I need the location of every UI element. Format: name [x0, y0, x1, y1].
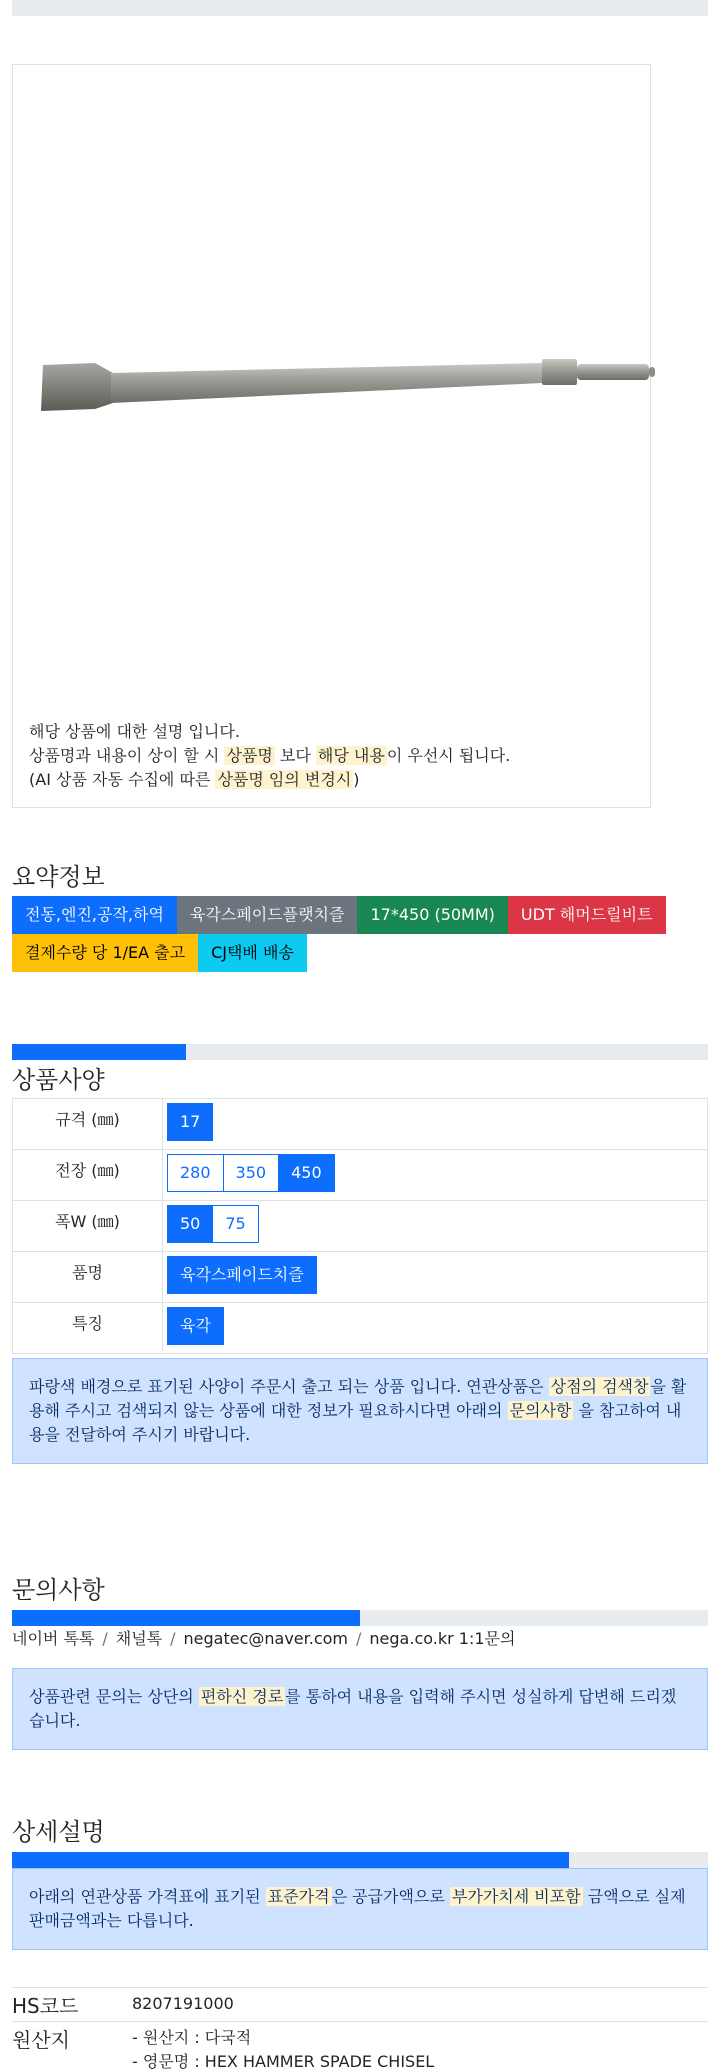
desc-text: ) [353, 770, 360, 789]
highlight-name-change: 상품명 임의 변경시 [217, 770, 352, 789]
link-site-inquiry[interactable]: nega.co.kr 1:1문의 [369, 1629, 516, 1648]
detail-notice [12, 1868, 708, 1950]
badge-shipping: CJ택배 배송 [198, 934, 307, 972]
separator: / [170, 1629, 176, 1648]
desc-line-1: 해당 상품에 대한 설명 입니다. [29, 722, 240, 741]
origin-row [12, 2021, 708, 2070]
highlight-standard-price: 표준가격 [267, 1887, 330, 1906]
option-product-name[interactable]: 육각스페이드치즐 [167, 1256, 317, 1294]
spec-row-size [13, 1099, 708, 1150]
hs-code-label: HS코드 [12, 1994, 79, 2018]
spec-label: 품명 [13, 1252, 163, 1303]
option-17[interactable]: 17 [167, 1103, 213, 1141]
desc-text: 상품명과 내용이 상이 할 시 [29, 746, 225, 765]
hs-code-value: 8207191000 [132, 1994, 234, 2013]
highlight-path: 편하신 경로 [200, 1687, 284, 1706]
inquiry-progress [12, 1610, 708, 1626]
notice-text: 금액으로 실제 판매금액과는 다릅니다. [29, 1887, 686, 1930]
option-feature[interactable]: 육각 [167, 1307, 224, 1345]
hs-code-row [12, 1987, 708, 2021]
summary-badges [12, 896, 708, 972]
spec-row-width [13, 1201, 708, 1252]
link-naver-talk[interactable]: 네이버 톡톡 [12, 1629, 95, 1648]
desc-text: 이 우선시 됩니다. [386, 746, 511, 765]
inquiry-links [12, 1626, 515, 1649]
spec-row-name [13, 1252, 708, 1303]
spec-progress-fill [12, 1044, 186, 1060]
spec-row-length [13, 1150, 708, 1201]
highlight-vat: 부가가치세 비포함 [451, 1887, 581, 1906]
desc-line-2 [29, 744, 510, 768]
spec-options [163, 1303, 708, 1354]
badge-quantity: 결제수량 당 1/EA 출고 [12, 934, 198, 972]
origin-value [132, 2026, 434, 2070]
link-channel-talk[interactable]: 채널톡 [115, 1629, 163, 1648]
badge-category: 전동,엔진,공작,하역 [12, 896, 177, 934]
highlight-search: 상점의 검색창 [550, 1377, 649, 1396]
badge-size: 17*450 (50MM) [357, 896, 507, 934]
spec-label: 특징 [13, 1303, 163, 1354]
detail-title: 상세설명 [12, 1818, 105, 1846]
inquiry-progress-fill [12, 1610, 360, 1626]
notice-text: 아래의 연관상품 가격표에 표기된 [29, 1887, 266, 1906]
option-450[interactable]: 450 [278, 1154, 335, 1192]
spec-options [163, 1099, 708, 1150]
spec-table [12, 1098, 708, 1354]
spec-label: 전장 (㎜) [13, 1150, 163, 1201]
notice-text: 를 통하여 내용을 입력해 주시면 성실하게 답변해 드리겠습니다. [29, 1687, 677, 1730]
notice-text: 상품관련 문의는 상단의 [29, 1687, 199, 1706]
badge-brand: UDT 해머드릴비트 [508, 896, 666, 934]
link-email[interactable]: negatec@naver.com [183, 1629, 349, 1648]
spec-row-feature [13, 1303, 708, 1354]
desc-line-3 [29, 768, 510, 792]
product-card [12, 64, 651, 808]
origin-line-2: - 영문명 : HEX HAMMER SPADE CHISEL [132, 2052, 435, 2070]
highlight-content: 해당 내용 [317, 746, 385, 765]
desc-text: (AI 상품 자동 수집에 따른 [29, 770, 216, 789]
origin-label: 원산지 [12, 2028, 70, 2052]
spec-title: 상품사양 [12, 1066, 105, 1094]
origin-line-1: - 원산지 : 다국적 [132, 2028, 252, 2047]
spec-options [163, 1150, 708, 1201]
notice-text: 을 활용해 주시고 검색되지 않는 상품에 대한 정보가 필요하시다면 아래의 [29, 1377, 687, 1420]
notice-text: 파랑색 배경으로 표기된 사양이 주문시 출고 되는 상품 입니다. 연관상품은 [29, 1377, 549, 1396]
spec-options [163, 1252, 708, 1303]
highlight-product-name: 상품명 [226, 746, 273, 765]
option-280[interactable]: 280 [167, 1154, 224, 1192]
product-description [29, 720, 510, 792]
spec-progress [12, 1044, 708, 1060]
inquiry-title: 문의사항 [12, 1576, 105, 1604]
spec-options [163, 1201, 708, 1252]
option-350[interactable]: 350 [223, 1154, 280, 1192]
notice-text: 은 공급가액으로 [331, 1887, 450, 1906]
detail-progress [12, 1852, 708, 1868]
spec-label: 규격 (㎜) [13, 1099, 163, 1150]
inquiry-notice [12, 1668, 708, 1750]
summary-title: 요약정보 [12, 863, 105, 891]
desc-text: 보다 [274, 746, 316, 765]
spec-notice [12, 1358, 708, 1464]
product-image [37, 345, 657, 425]
notice-text: 을 참고하여 내용을 전달하여 주시기 바랍니다. [29, 1401, 682, 1444]
highlight-inquiry: 문의사항 [509, 1401, 572, 1420]
option-50[interactable]: 50 [167, 1205, 213, 1243]
option-75[interactable]: 75 [212, 1205, 258, 1243]
separator: / [102, 1629, 108, 1648]
top-progress-bar [12, 0, 708, 16]
badge-product-type: 육각스페이드플랫치즐 [177, 896, 358, 934]
spec-label: 폭W (㎜) [13, 1201, 163, 1252]
separator: / [356, 1629, 362, 1648]
detail-progress-fill [12, 1852, 569, 1868]
